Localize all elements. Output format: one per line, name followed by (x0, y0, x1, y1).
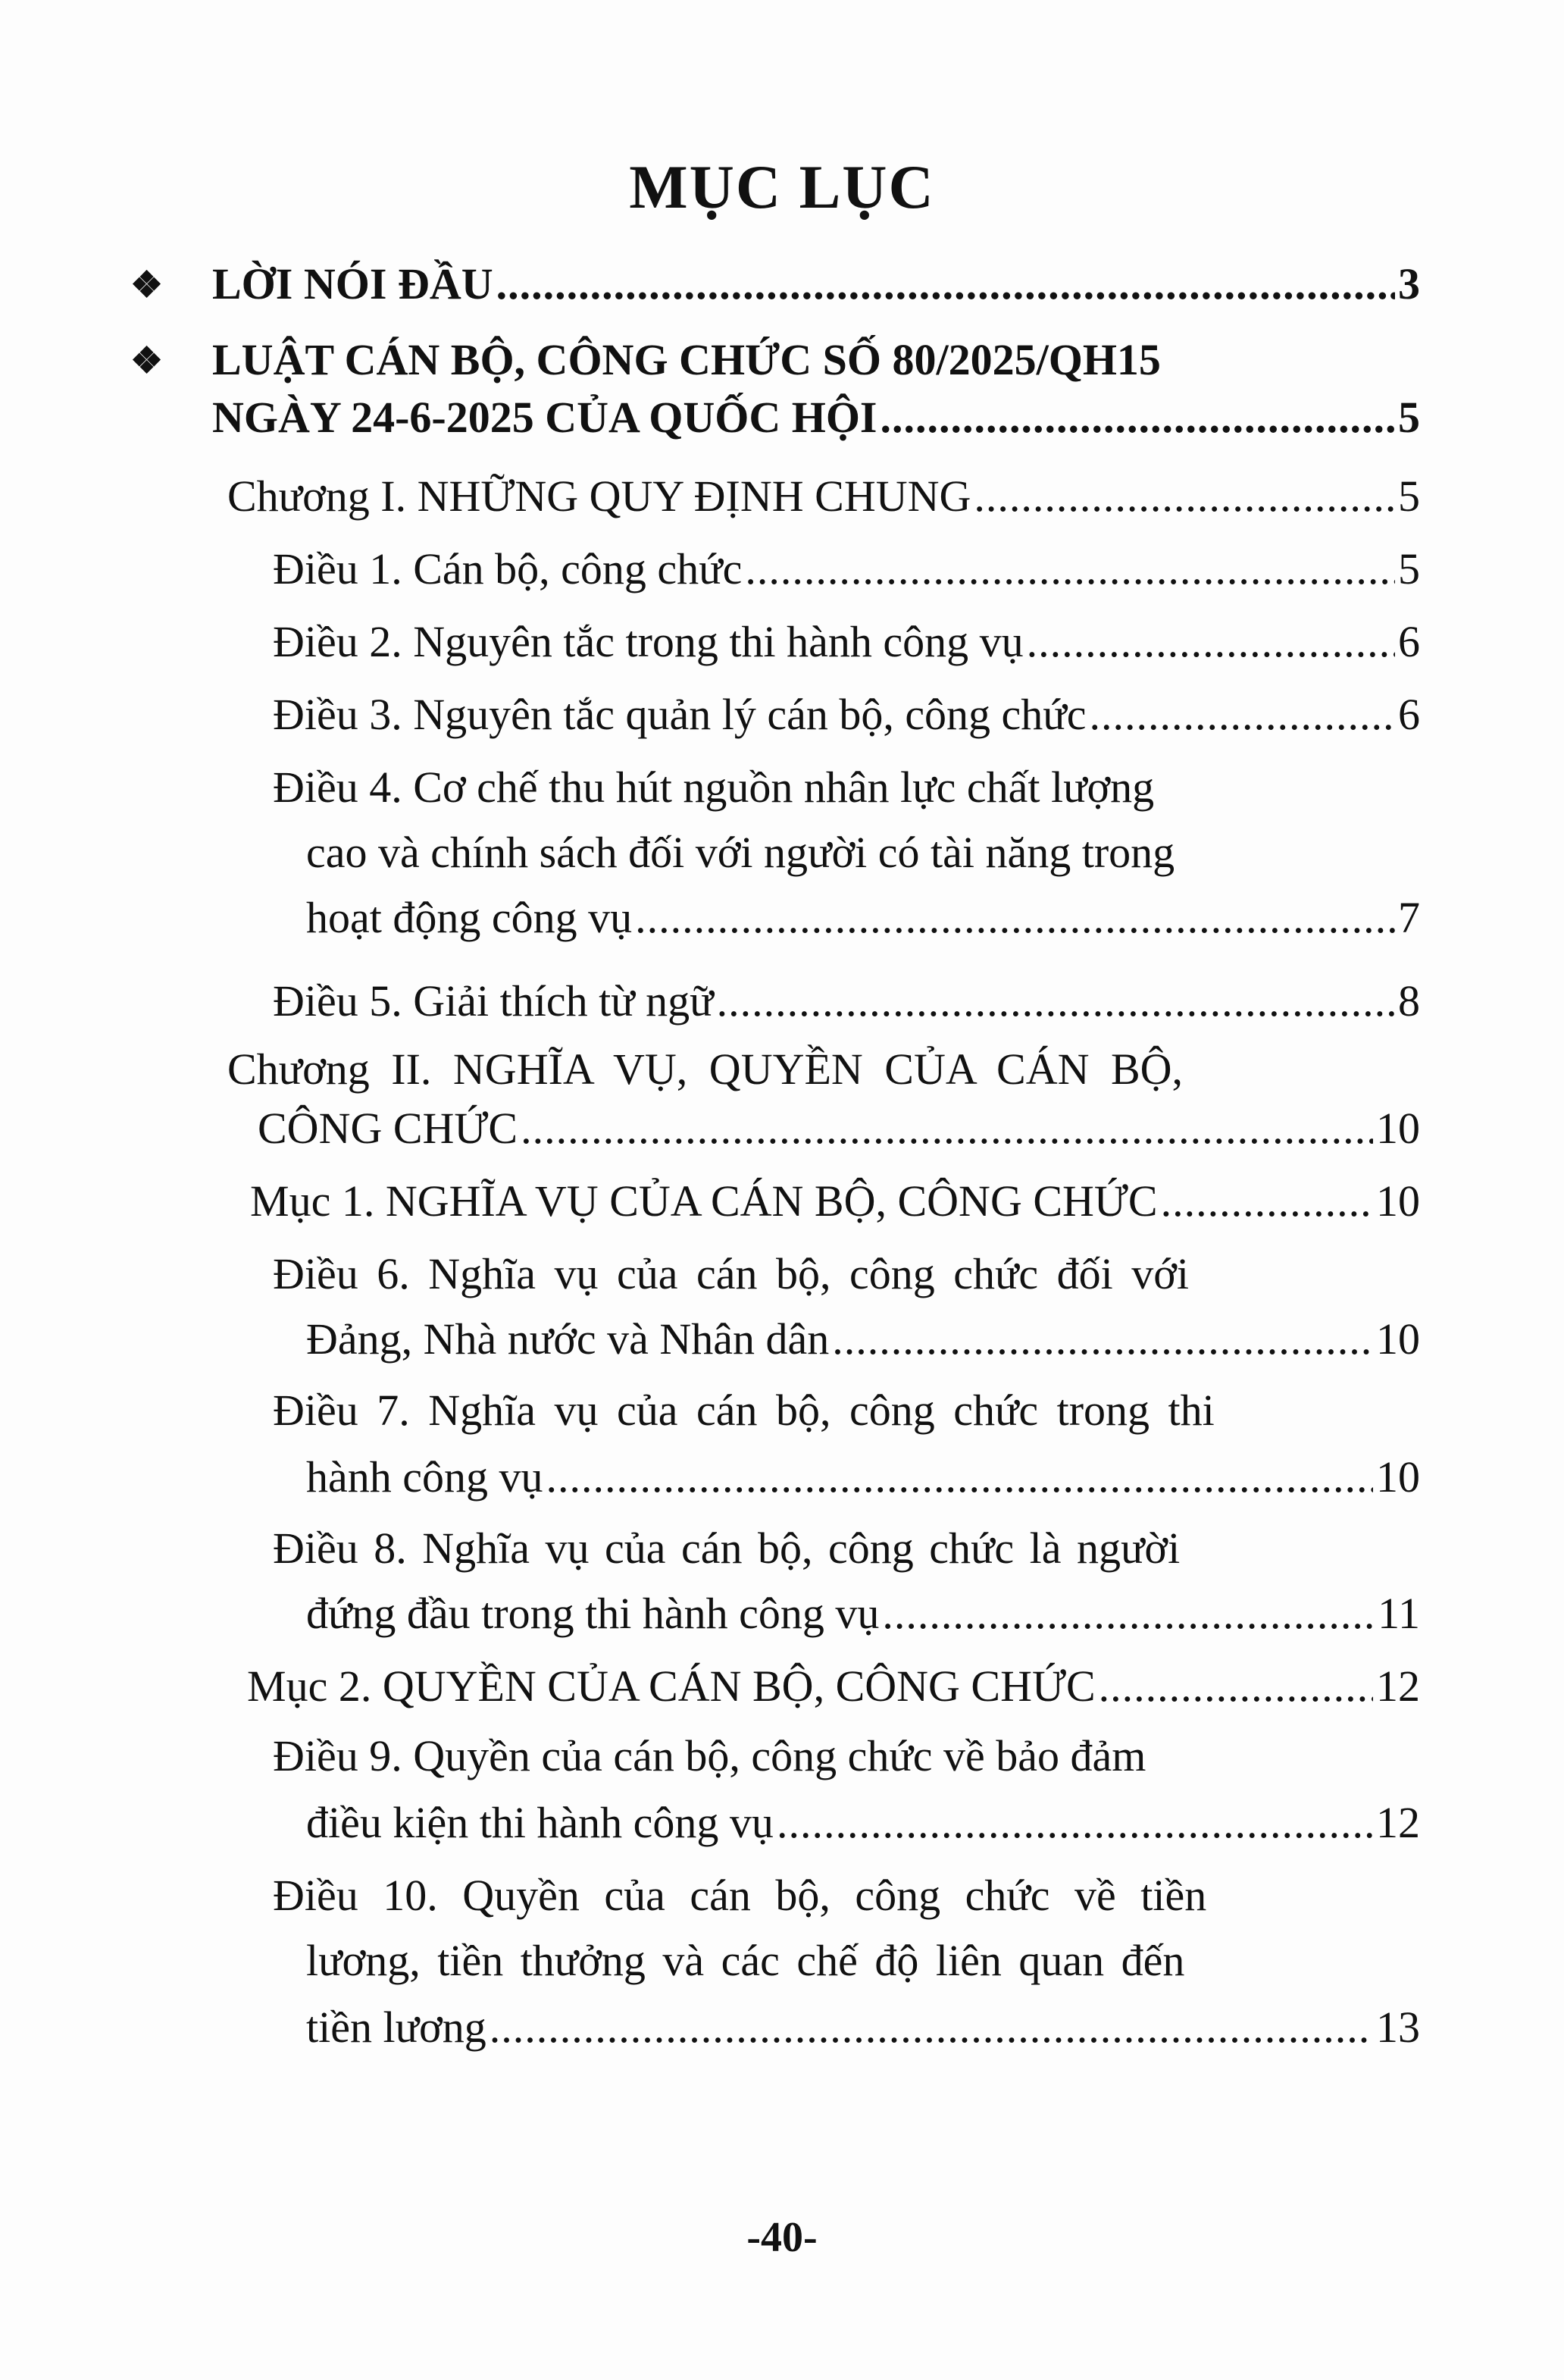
page-title: MỤC LỤC (629, 152, 935, 221)
leader-dots (777, 1796, 1373, 1849)
toc-entry-article-10-line2[interactable]: lương, tiền thưởng và các chế độ liên quan đến (306, 1936, 1185, 1985)
toc-entry-article-10[interactable]: tiền lương ..... 13 (306, 2001, 1420, 2054)
toc-entry-article-5[interactable]: Điều 5. Giải thích từ ngữ ..... 8 (273, 975, 1420, 1028)
toc-entry-article-4[interactable]: hoạt động công vụ ..... 7 (306, 891, 1420, 944)
toc-entry-chapter-2-line1[interactable]: Chương II. NGHĨA VỤ, QUYỀN CỦA CÁN BỘ, (227, 1044, 1184, 1094)
leader-dots (717, 975, 1395, 1028)
toc-entry-article-7[interactable]: hành công vụ ..... 10 (306, 1451, 1420, 1504)
leader-dots (521, 1102, 1373, 1155)
leader-dots (490, 2001, 1373, 2054)
toc-entry-chapter-1[interactable]: Chương I. NHỮNG QUY ĐỊNH CHUNG ..... 5 (227, 470, 1420, 523)
diamond-bullet-icon: ❖ (130, 265, 164, 305)
leader-dots (496, 258, 1395, 311)
leader-dots (882, 1587, 1375, 1640)
toc-entry-article-4-line1[interactable]: Điều 4. Cơ chế thu hút nguồn nhân lực chất lượng (273, 763, 1155, 812)
toc-entry-article-10-line1[interactable]: Điều 10. Quyền của cán bộ, công chức về tiền (273, 1871, 1207, 1920)
diamond-bullet-icon: ❖ (130, 341, 164, 381)
leader-dots (1089, 688, 1395, 741)
toc-entry-section-1[interactable]: Mục 1. NGHĨA VỤ CỦA CÁN BỘ, CÔNG CHỨC ..... 10 (250, 1175, 1420, 1228)
leader-dots (1161, 1175, 1373, 1228)
leader-dots (832, 1313, 1373, 1366)
toc-entry-chapter-2[interactable]: CÔNG CHỨC ..... 10 (258, 1102, 1420, 1155)
toc-entry-law-line1[interactable]: LUẬT CÁN BỘ, CÔNG CHỨC SỐ 80/2025/QH15 (212, 335, 1161, 384)
leader-dots (1099, 1660, 1373, 1713)
toc-entry-article-6[interactable]: Đảng, Nhà nước và Nhân dân ..... 10 (306, 1313, 1420, 1366)
toc-entry-article-1[interactable]: Điều 1. Cán bộ, công chức ..... 5 (273, 543, 1420, 596)
toc-entry-article-9[interactable]: điều kiện thi hành công vụ ..... 12 (306, 1796, 1420, 1849)
toc-entry-article-7-line1[interactable]: Điều 7. Nghĩa vụ của cán bộ, công chức trong thi (273, 1386, 1215, 1435)
toc-entry-article-2[interactable]: Điều 2. Nguyên tắc trong thi hành công vụ ..... 6 (273, 615, 1420, 669)
toc-entry-preface[interactable]: LỜI NÓI ĐẦU ..... 3 (212, 258, 1420, 311)
toc-entry-law[interactable]: NGÀY 24-6-2025 CỦA QUỐC HỘI ..... 5 (212, 391, 1420, 444)
toc-entry-article-9-line1[interactable]: Điều 9. Quyền của cán bộ, công chức về bảo đảm (273, 1731, 1146, 1780)
toc-entry-section-2[interactable]: Mục 2. QUYỀN CỦA CÁN BỘ, CÔNG CHỨC ..... 12 (247, 1660, 1420, 1713)
toc-entry-article-4-line2[interactable]: cao và chính sách đối với người có tài năng trong (306, 828, 1175, 877)
toc-entry-article-6-line1[interactable]: Điều 6. Nghĩa vụ của cán bộ, công chức đối với (273, 1249, 1190, 1298)
toc-entry-article-8-line1[interactable]: Điều 8. Nghĩa vụ của cán bộ, công chức là người (273, 1524, 1181, 1573)
leader-dots (546, 1451, 1374, 1504)
toc-entry-article-3[interactable]: Điều 3. Nguyên tắc quản lý cán bộ, công chức ..... 6 (273, 688, 1420, 741)
leader-dots (745, 543, 1395, 596)
leader-dots (1027, 615, 1395, 669)
leader-dots (881, 391, 1395, 444)
leader-dots (635, 891, 1395, 944)
page-number: -40- (746, 2214, 818, 2261)
toc-entry-article-8[interactable]: đứng đầu trong thi hành công vụ ..... 11 (306, 1587, 1420, 1640)
leader-dots (974, 470, 1395, 523)
